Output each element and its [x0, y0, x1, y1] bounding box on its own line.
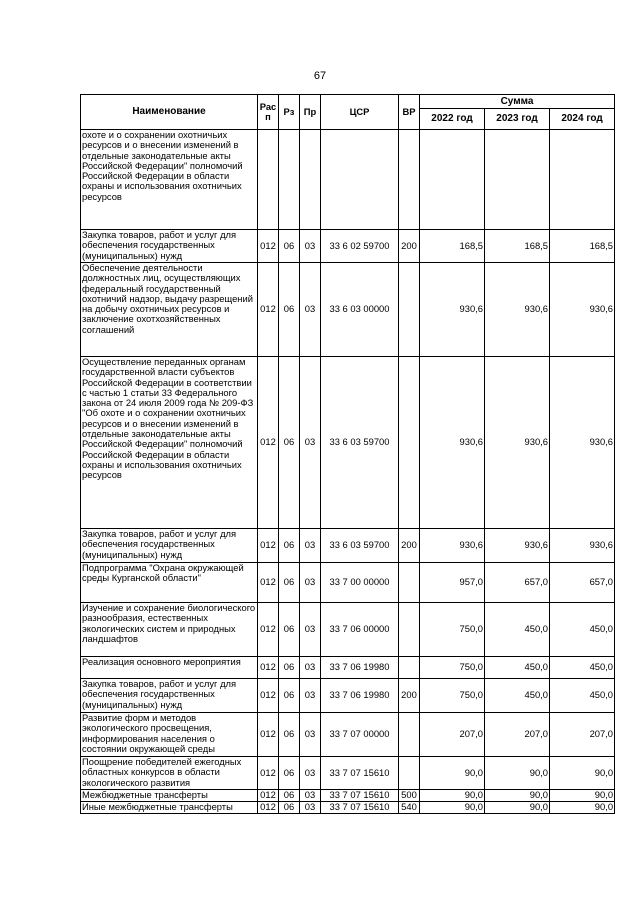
budget-table — [80, 94, 615, 814]
row-rasp: 012 — [258, 802, 279, 814]
row-rz: 06 — [279, 679, 300, 713]
row-sum-2022: 750,0 — [420, 679, 485, 713]
row-sum-2024: 90,0 — [550, 790, 615, 802]
row-sum-2022 — [420, 130, 485, 230]
row-name: Подпрограмма "Охрана окружающей среды Курганской области" — [81, 563, 258, 603]
table-row — [81, 657, 615, 679]
row-pr: 03 — [300, 802, 321, 814]
row-rz: 06 — [279, 603, 300, 657]
header-name: Наименование — [81, 95, 258, 130]
row-rasp: 012 — [258, 230, 279, 263]
table-row — [81, 679, 615, 713]
row-sum-2023: 90,0 — [485, 802, 550, 814]
row-rasp: 012 — [258, 790, 279, 802]
row-sum-2023: 450,0 — [485, 679, 550, 713]
row-rasp: 012 — [258, 357, 279, 529]
row-csr: 33 7 00 00000 — [321, 563, 399, 603]
row-pr: 03 — [300, 790, 321, 802]
row-csr: 33 6 02 59700 — [321, 230, 399, 263]
row-vr: 200 — [399, 679, 420, 713]
table-row — [81, 230, 615, 263]
table-row — [81, 790, 615, 802]
row-sum-2024: 657,0 — [550, 563, 615, 603]
row-sum-2024: 930,6 — [550, 357, 615, 529]
row-pr: 03 — [300, 657, 321, 679]
table-row — [81, 603, 615, 657]
row-name: Изучение и сохранение биологического разнообразия, естественных экологических систем и природных ландшафтов — [81, 603, 258, 657]
row-name: Закупка товаров, работ и услуг для обеспечения государственных (муниципальных) нужд — [81, 679, 258, 713]
row-sum-2022: 750,0 — [420, 657, 485, 679]
table-row — [81, 802, 615, 814]
row-name: Поощрение победителей ежегодных областных конкурсов в области экологического развития — [81, 757, 258, 790]
row-rz: 06 — [279, 713, 300, 757]
header-sum: Сумма — [420, 95, 615, 109]
header-rasp: Рас п — [258, 95, 279, 130]
row-sum-2024: 450,0 — [550, 679, 615, 713]
row-rz — [279, 130, 300, 230]
row-sum-2023: 90,0 — [485, 790, 550, 802]
row-sum-2023: 930,6 — [485, 357, 550, 529]
row-sum-2022: 168,5 — [420, 230, 485, 263]
row-sum-2024: 450,0 — [550, 657, 615, 679]
row-pr: 03 — [300, 529, 321, 563]
row-vr — [399, 563, 420, 603]
row-rz: 06 — [279, 802, 300, 814]
row-rasp: 012 — [258, 679, 279, 713]
table-row — [81, 263, 615, 357]
row-rasp: 012 — [258, 529, 279, 563]
row-pr: 03 — [300, 230, 321, 263]
row-vr: 200 — [399, 529, 420, 563]
row-csr: 33 7 06 00000 — [321, 603, 399, 657]
row-sum-2022: 90,0 — [420, 802, 485, 814]
row-vr — [399, 130, 420, 230]
row-rasp: 012 — [258, 713, 279, 757]
row-rasp: 012 — [258, 263, 279, 357]
row-vr — [399, 263, 420, 357]
row-name: Закупка товаров, работ и услуг для обеспечения государственных (муниципальных) нужд — [81, 230, 258, 263]
header-pr: Пр — [300, 95, 321, 130]
header-year-2024: 2024 год — [550, 109, 615, 130]
row-rz: 06 — [279, 757, 300, 790]
row-vr — [399, 713, 420, 757]
row-sum-2024: 930,6 — [550, 263, 615, 357]
row-sum-2024: 90,0 — [550, 757, 615, 790]
row-csr: 33 7 07 15610 — [321, 790, 399, 802]
row-sum-2024: 90,0 — [550, 802, 615, 814]
row-sum-2023: 930,6 — [485, 529, 550, 563]
row-sum-2022: 930,6 — [420, 529, 485, 563]
row-sum-2023 — [485, 130, 550, 230]
row-vr: 500 — [399, 790, 420, 802]
row-vr — [399, 603, 420, 657]
table-row — [81, 563, 615, 603]
row-csr: 33 6 03 00000 — [321, 263, 399, 357]
row-pr: 03 — [300, 263, 321, 357]
header-year-2022: 2022 год — [420, 109, 485, 130]
row-rz: 06 — [279, 357, 300, 529]
row-csr: 33 7 06 19980 — [321, 679, 399, 713]
row-sum-2024: 207,0 — [550, 713, 615, 757]
row-sum-2023: 930,6 — [485, 263, 550, 357]
row-csr: 33 7 07 15610 — [321, 757, 399, 790]
table-row — [81, 757, 615, 790]
row-sum-2023: 657,0 — [485, 563, 550, 603]
row-sum-2024: 168,5 — [550, 230, 615, 263]
row-sum-2023: 450,0 — [485, 657, 550, 679]
row-sum-2023: 207,0 — [485, 713, 550, 757]
row-rasp — [258, 130, 279, 230]
row-sum-2022: 930,6 — [420, 357, 485, 529]
table-row — [81, 713, 615, 757]
row-name: Межбюджетные трансферты — [81, 790, 258, 802]
row-name: Закупка товаров, работ и услуг для обеспечения государственных (муниципальных) нужд — [81, 529, 258, 563]
row-sum-2022: 957,0 — [420, 563, 485, 603]
row-rz: 06 — [279, 230, 300, 263]
header-csr: ЦСР — [321, 95, 399, 130]
row-csr: 33 6 03 59700 — [321, 529, 399, 563]
header-rz: Рз — [279, 95, 300, 130]
row-rz: 06 — [279, 529, 300, 563]
table-row — [81, 529, 615, 563]
table-row — [81, 130, 615, 230]
table-row — [81, 357, 615, 529]
row-pr: 03 — [300, 757, 321, 790]
row-vr — [399, 757, 420, 790]
header-year-2023: 2023 год — [485, 109, 550, 130]
row-rz: 06 — [279, 790, 300, 802]
row-sum-2022: 207,0 — [420, 713, 485, 757]
row-sum-2024: 930,6 — [550, 529, 615, 563]
row-pr: 03 — [300, 679, 321, 713]
row-sum-2022: 90,0 — [420, 790, 485, 802]
row-pr: 03 — [300, 713, 321, 757]
page-number: 67 — [313, 70, 327, 82]
row-vr — [399, 657, 420, 679]
row-sum-2024: 450,0 — [550, 603, 615, 657]
row-name: Реализация основного мероприятия — [81, 657, 258, 679]
row-sum-2024 — [550, 130, 615, 230]
header-vr: ВР — [399, 95, 420, 130]
row-name: Осуществление переданных органам государственной власти субъектов Российской Федерации в соответствии с частью 1 статьи 33 Федерального закона от 24 июля 2009 года № 209-ФЗ "Об охоте и о сохранении охотничьих ресурсов и о внесении изменений в отдельные законодательные акты Российской Федерации" полномочий Российской Федерации в области охраны и использования охотничьих ресурсов — [81, 357, 258, 529]
row-sum-2023: 90,0 — [485, 757, 550, 790]
row-rz: 06 — [279, 263, 300, 357]
row-vr: 200 — [399, 230, 420, 263]
row-pr — [300, 130, 321, 230]
row-name: охоте и о сохранении охотничьих ресурсов и о внесении изменений в отдельные законодательные акты Российской Федерации" полномочий Российской Федерации в области охраны и использования охотничьих ресурсов — [81, 130, 258, 230]
row-vr — [399, 357, 420, 529]
row-sum-2023: 168,5 — [485, 230, 550, 263]
row-rasp: 012 — [258, 563, 279, 603]
row-csr — [321, 130, 399, 230]
row-sum-2022: 930,6 — [420, 263, 485, 357]
table-header — [81, 95, 615, 130]
row-rasp: 012 — [258, 603, 279, 657]
table-body — [81, 130, 615, 814]
row-rz: 06 — [279, 563, 300, 603]
row-sum-2022: 90,0 — [420, 757, 485, 790]
row-sum-2023: 450,0 — [485, 603, 550, 657]
row-csr: 33 7 07 00000 — [321, 713, 399, 757]
row-csr: 33 7 06 19980 — [321, 657, 399, 679]
row-pr: 03 — [300, 357, 321, 529]
row-pr: 03 — [300, 603, 321, 657]
row-name: Иные межбюджетные трансферты — [81, 802, 258, 814]
row-csr: 33 6 03 59700 — [321, 357, 399, 529]
row-pr: 03 — [300, 563, 321, 603]
row-vr: 540 — [399, 802, 420, 814]
row-rasp: 012 — [258, 657, 279, 679]
row-rasp: 012 — [258, 757, 279, 790]
row-csr: 33 7 07 15610 — [321, 802, 399, 814]
row-sum-2022: 750,0 — [420, 603, 485, 657]
row-name: Обеспечение деятельности должностных лиц, осуществляющих федеральный государственный охотничий надзор, выдачу разрещений на добычу охотничьих ресурсов и заключение охотхозяйственных соглашений — [81, 263, 258, 357]
row-name: Развитие форм и методов экологического просвещения, информирования населения о состоянии окружающей среды — [81, 713, 258, 757]
row-rz: 06 — [279, 657, 300, 679]
